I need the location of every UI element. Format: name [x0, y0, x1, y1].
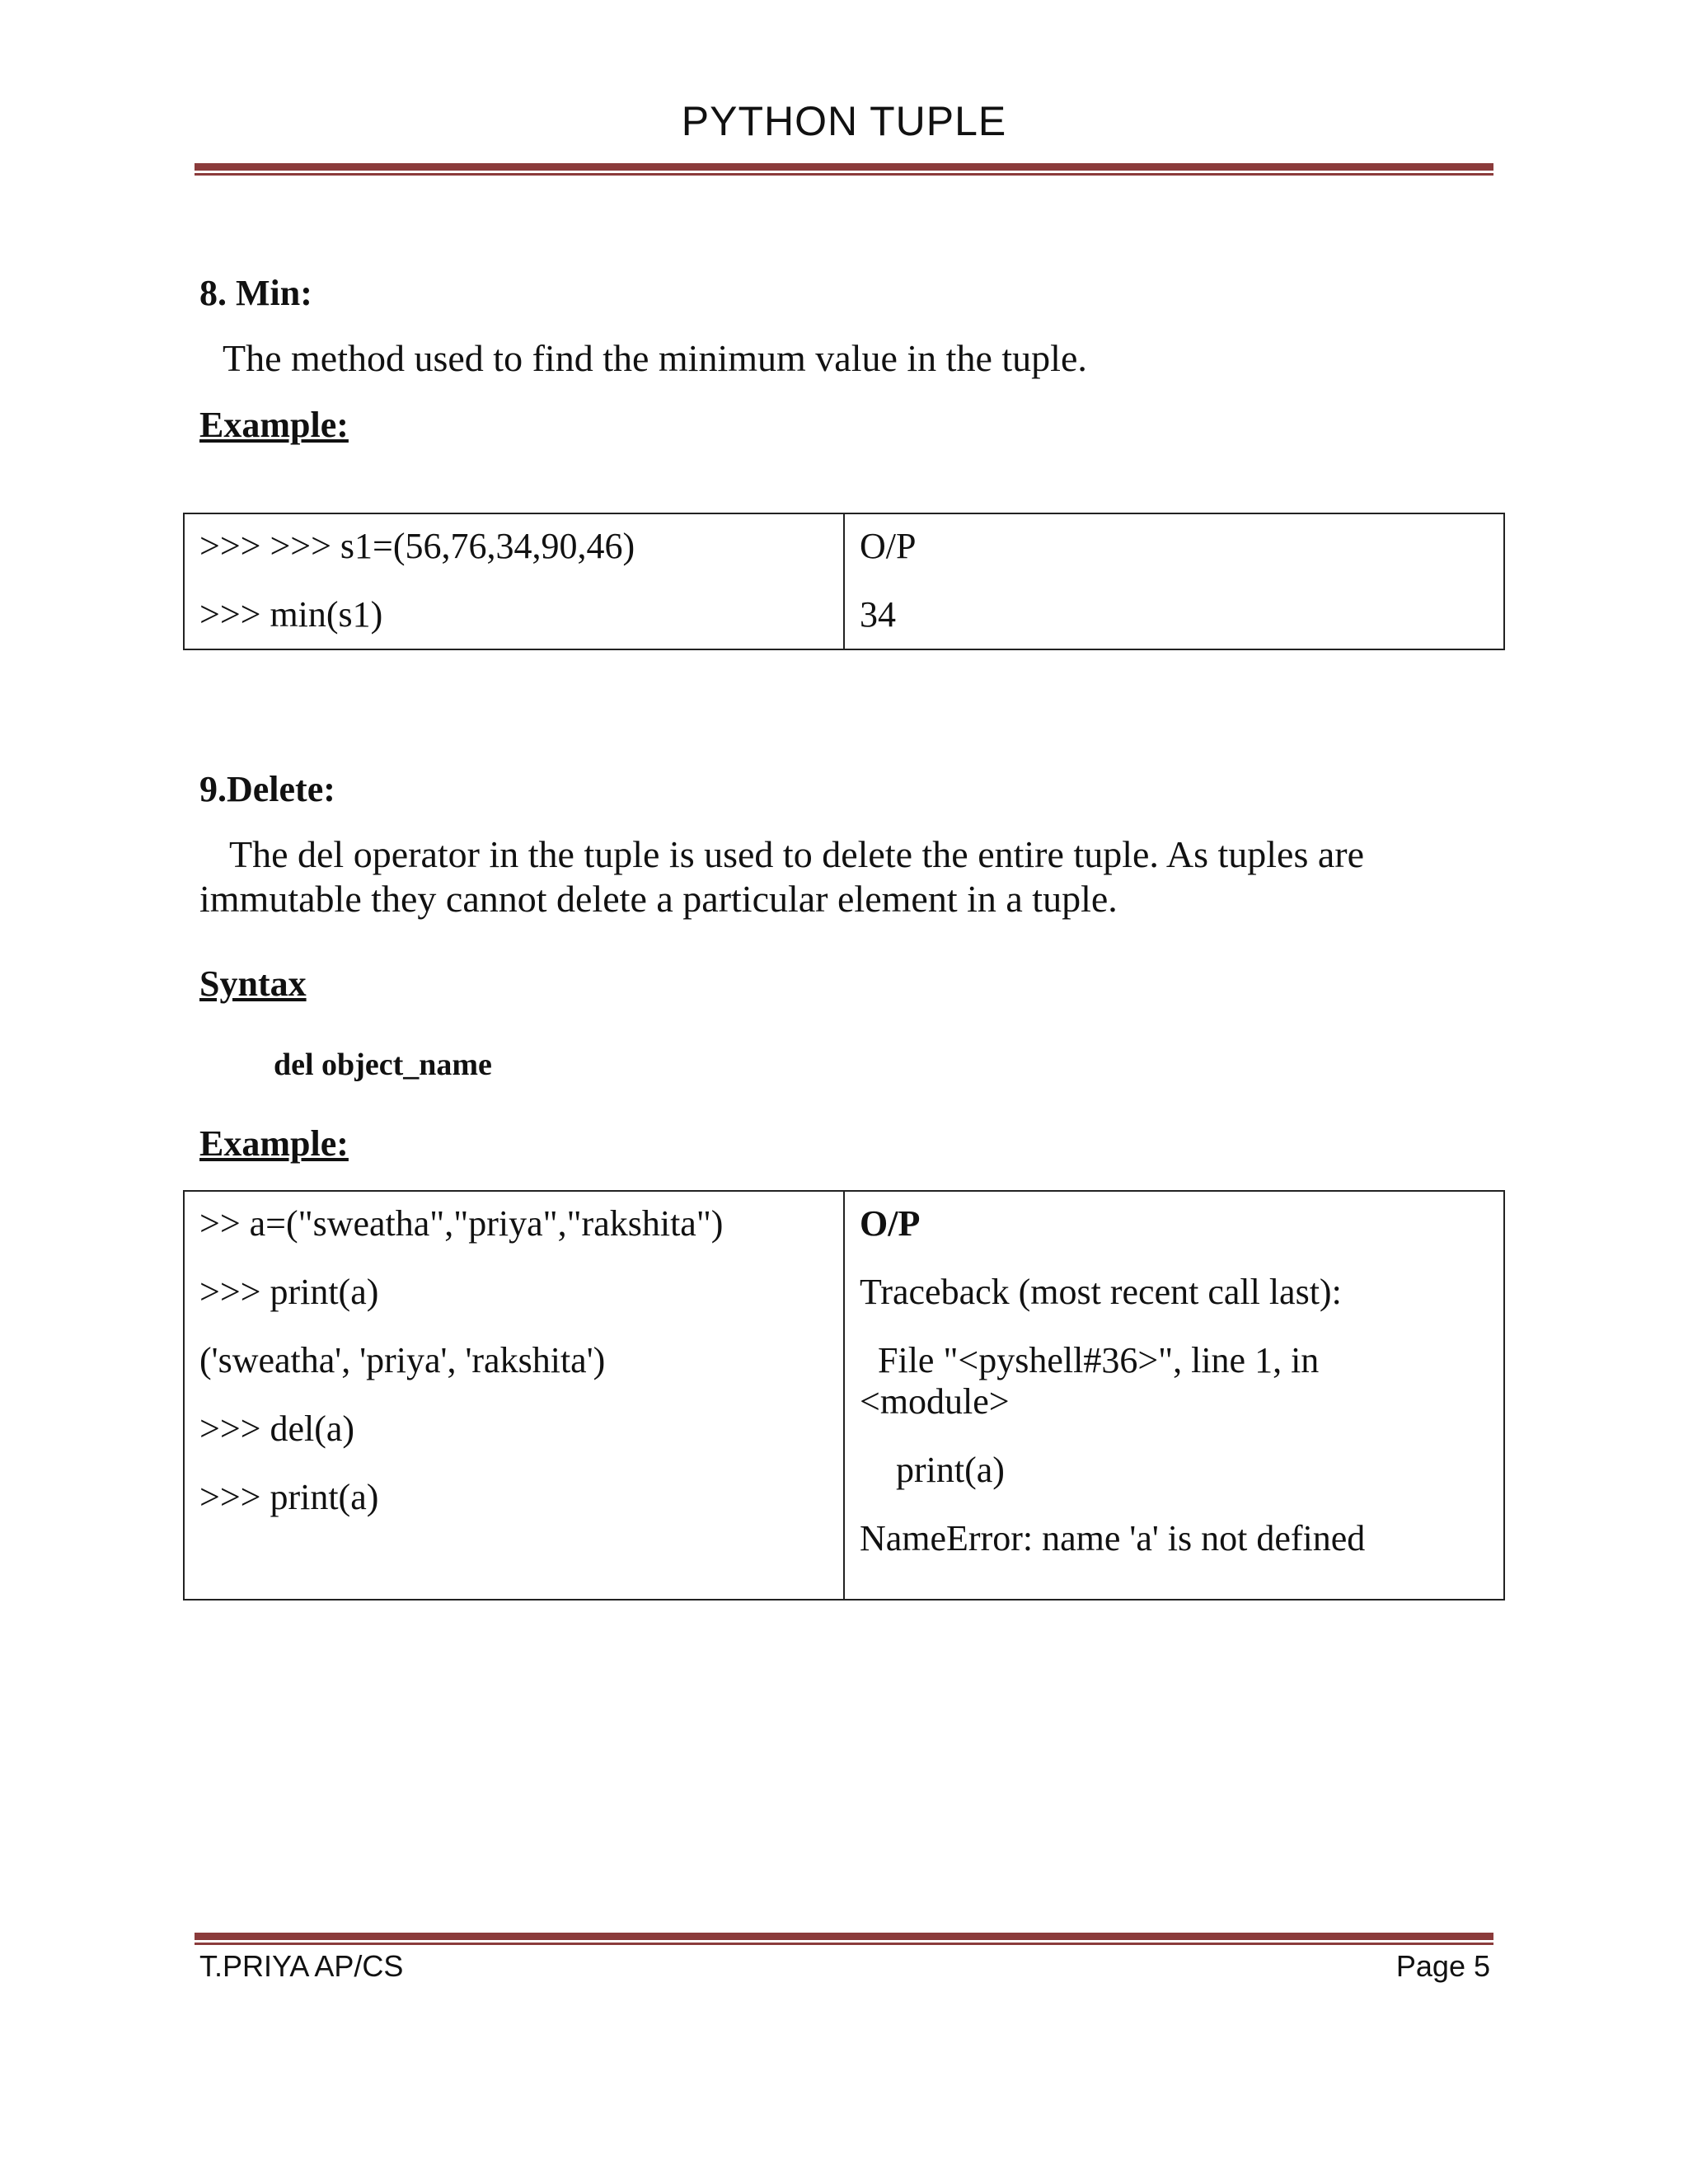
syntax-label: Syntax — [199, 963, 307, 1004]
code-line: >>> del(a) — [199, 1408, 355, 1449]
section-description-delete-line1: The del operator in the tuple is used to delete the entire tuple. As tuples are — [229, 833, 1365, 875]
table-row — [184, 1191, 1504, 1600]
header-divider — [195, 163, 1493, 176]
output-line: Traceback (most recent call last): — [860, 1272, 1342, 1312]
footer-author: T.PRIYA AP/CS — [199, 1949, 404, 1983]
output-cell — [844, 1191, 1504, 1600]
page-header-title: PYTHON TUPLE — [681, 98, 1007, 144]
code-line: >>> print(a) — [199, 1477, 379, 1517]
section-heading-min: 8. Min: — [199, 273, 312, 313]
output-line: print(a) — [896, 1450, 1005, 1490]
example-table-delete — [183, 1190, 1505, 1601]
section-description-min: The method used to find the minimum value in the tuple. — [223, 337, 1087, 379]
table-row — [184, 513, 1504, 649]
output-line: <module> — [860, 1381, 1010, 1422]
section-description-delete-line2: immutable they cannot delete a particular element in a tuple. — [199, 878, 1118, 920]
code-cell — [184, 513, 844, 649]
output-line: NameError: name 'a' is not defined — [860, 1518, 1366, 1558]
example-label-min: Example: — [199, 405, 349, 445]
output-line: O/P — [860, 526, 917, 566]
code-cell — [184, 1191, 844, 1600]
example-label-delete: Example: — [199, 1123, 349, 1164]
syntax-code: del object_name — [274, 1047, 492, 1082]
output-cell — [844, 513, 1504, 649]
footer-page-number: Page 5 — [1395, 1949, 1490, 1983]
code-line: ('sweatha', 'priya', 'rakshita') — [199, 1340, 606, 1380]
output-line: 34 — [860, 594, 896, 635]
output-line: O/P — [860, 1203, 921, 1244]
output-line: File "<pyshell#36>", line 1, in — [878, 1340, 1320, 1380]
code-line: >>> print(a) — [199, 1272, 379, 1312]
code-line: >>> >>> s1=(56,76,34,90,46) — [199, 526, 635, 566]
section-heading-delete: 9.Delete: — [199, 769, 335, 809]
example-table-min — [183, 513, 1505, 650]
footer-divider — [195, 1933, 1493, 1945]
code-line: >> a=("sweatha","priya","rakshita") — [199, 1203, 724, 1244]
code-line: >>> min(s1) — [199, 594, 383, 635]
